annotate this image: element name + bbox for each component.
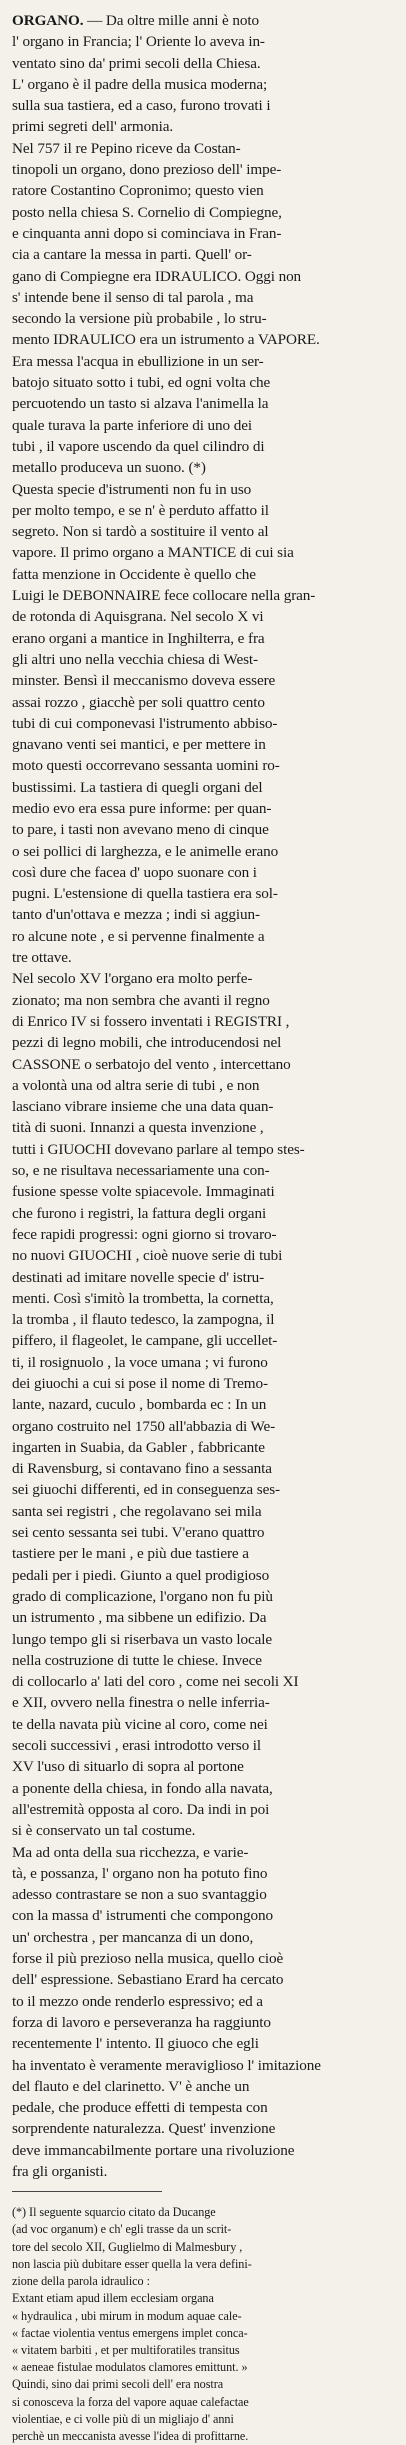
footnote-line: « aeneae fistulae modulatos clamores emittunt. » bbox=[12, 2360, 248, 2375]
footnote-line: « hydraulica , ubi mirum in modum aquae cale- bbox=[12, 2308, 242, 2323]
text-line: tanto d'un'ottava e mezza ; indi si aggiun- bbox=[12, 906, 260, 924]
text-line: metallo produceva un suono. (*) bbox=[12, 459, 206, 477]
text-line: percuotendo un tasto si alzava l'animella la bbox=[12, 395, 269, 413]
text-line: nella costruzione di tutte le chiese. Invece bbox=[12, 1651, 262, 1669]
text-line: ingarten in Suabia, da Gabler , fabbricante bbox=[12, 1438, 265, 1456]
text-line: tubi , il vapore uscendo da quel cilindro di bbox=[12, 437, 265, 455]
text-line: santa sei registri , che regolavano sei mila bbox=[12, 1502, 262, 1520]
entry-headword: ORGANO. bbox=[12, 12, 84, 29]
text-line: sorprendente naturalezza. Quest' invenzione bbox=[12, 2120, 276, 2138]
text-line: si è conservato un tal costume. bbox=[12, 1822, 196, 1840]
text-line: lante, nazard, cuculo , bombarda ec : In un bbox=[12, 1396, 267, 1414]
text-line: Era messa l'acqua in ebullizione in un ser- bbox=[12, 352, 264, 370]
text-line: tastiere per le mani , e più due tastiere a bbox=[12, 1545, 249, 1563]
footnote-line: non lascia più dubitare esser quella la vera defini- bbox=[12, 2256, 252, 2271]
text-line: medio evo era essa pure informe: per quan- bbox=[12, 799, 272, 817]
text-line: zionato; ma non sembra che avanti il regno bbox=[12, 991, 270, 1009]
text-line: deve immancabilmente portare una rivoluzione bbox=[12, 2141, 295, 2159]
text-line: tutti i GIUOCHI dovevano parlare al tempo stes- bbox=[12, 1140, 305, 1158]
text-line: Ma ad onta della sua ricchezza, e varie- bbox=[12, 1843, 249, 1861]
text-line: no nuovi GIUOCHI , cioè nuove serie di tubi bbox=[12, 1247, 283, 1265]
text-line: ORGANO. — Da oltre mille anni è noto bbox=[12, 12, 259, 29]
text-line: Nel secolo XV l'organo era molto perfe- bbox=[12, 970, 253, 988]
text-line: quale turava la parte inferiore di uno dei bbox=[12, 416, 252, 434]
text-line: organo costruito nel 1750 all'abbazia di We- bbox=[12, 1417, 276, 1435]
text-line: menti. Così s'imitò la trombetta, la cornetta, bbox=[12, 1289, 274, 1307]
text-line: dell' espressione. Sebastiano Erard ha cercato bbox=[12, 1971, 284, 1989]
footnote-line: Extant etiam apud illem ecclesiam organa bbox=[12, 2291, 214, 2306]
text-line: Questa specie d'istrumenti non fu in uso bbox=[12, 480, 252, 498]
text-line: Luigi le DEBONNAIRE fece collocare nella gran- bbox=[12, 587, 316, 605]
text-line: un istrumento , ma sibbene un edifizio. Da bbox=[12, 1609, 267, 1627]
text-line: tità di suoni. Innanzi a questa invenzione , bbox=[12, 1119, 264, 1137]
text-line: gano di Compiegne era IDRAULICO. Oggi non bbox=[12, 267, 302, 285]
footnote bbox=[12, 2204, 396, 2445]
text-line: e XII, ovvero nella finestra o nelle inferria- bbox=[12, 1694, 270, 1712]
text-line: tubi di cui componevasi l'istrumento abbiso- bbox=[12, 714, 278, 732]
text-line: ratore Costantino Copronimo; questo vien bbox=[12, 182, 264, 200]
text-line: recentemente l' intento. Il giuoco che egli bbox=[12, 2035, 259, 2053]
text-line: batojo situato sotto i tubi, ed ogni volta che bbox=[12, 374, 271, 392]
text-line: la tromba , il flauto tedesco, la zampogna, il bbox=[12, 1311, 275, 1329]
text-line: a ponente della chiesa, in fondo alla navata, bbox=[12, 1779, 273, 1797]
text-line: de rotonda di Aquisgrana. Nel secolo X vi bbox=[12, 608, 264, 626]
text-line: all'estremità opposta al coro. Da indi in poi bbox=[12, 1800, 270, 1818]
text-line: fatta menzione in Occidente è quello che bbox=[12, 565, 256, 583]
text-line: così dure che facea d' uopo suonare con i bbox=[12, 863, 257, 881]
text-line: con la massa d' istrumenti che compongono bbox=[12, 1907, 273, 1925]
text-line: vapore. Il primo organo a MANTICE di cui sia bbox=[12, 544, 294, 562]
footnote-line: violentiae, e ci volle più di un migliajo d' anni bbox=[12, 2411, 234, 2426]
text-line: a volontà una od altra serie di tubi , e non bbox=[12, 1076, 260, 1094]
footnote-line: (*) Il seguente squarcio citato da Ducange bbox=[12, 2205, 216, 2220]
footnote-line: tore del secolo XII, Guglielmo di Malmesbury , bbox=[12, 2239, 243, 2254]
text-line: te della navata più vicine al coro, come nei bbox=[12, 1715, 268, 1733]
text-line: secoli successivi , erasi introdotto verso il bbox=[12, 1737, 261, 1755]
footnote-line: « vitatem barbiti , et per multiforatiles transitus bbox=[12, 2342, 240, 2357]
text-line: erano organi a mantice in Inghilterra, e fra bbox=[12, 629, 265, 647]
text-line: CASSONE o serbatojo del vento , intercettano bbox=[12, 1055, 291, 1073]
text-line: ha inventato è veramente meraviglioso l' imitazione bbox=[12, 2056, 321, 2074]
text-line: dei giuochi a cui si pose il nome di Tremo- bbox=[12, 1375, 268, 1392]
text-line: to il mezzo onde renderlo espressivo; ed a bbox=[12, 1992, 263, 2010]
text-line: sei giuochi differenti, ed in conseguenza ses- bbox=[12, 1481, 280, 1499]
text-line: primi segreti dell' armonia. bbox=[12, 118, 174, 136]
footnote-line: Quindi, sino dai primi secoli dell' era nostra bbox=[12, 2377, 224, 2392]
text-line: ti, il rosignuolo , la voce umana ; vi furono bbox=[12, 1353, 268, 1371]
text-line: L' organo è il padre della musica moderna; bbox=[12, 75, 268, 93]
text-line: mento IDRAULICO era un istrumento a VAPORE. bbox=[12, 331, 320, 349]
text-line: Nel 757 il re Pepino riceve da Costan- bbox=[12, 139, 241, 157]
text-line: XV l'uso di situarlo di sopra al portone bbox=[12, 1758, 244, 1776]
text-line: fece rapidi progressi: ogni giorno si trovaro- bbox=[12, 1225, 277, 1243]
text-line: bustissimi. La tastiera di quegli organi del bbox=[12, 778, 263, 796]
text-line: minster. Bensì il meccanismo doveva essere bbox=[12, 672, 276, 690]
text-line: sei cento sessanta sei tubi. V'erano quattro bbox=[12, 1524, 265, 1542]
footnote-line: si conosceva la forza del vapore aquae calefactae bbox=[12, 2394, 249, 2409]
text-line: gli altri uno nella vecchia chiesa di West- bbox=[12, 650, 258, 668]
text-line: tre ottave. bbox=[12, 949, 72, 967]
text-line: cia a cantare la messa in parti. Quell' or- bbox=[12, 246, 252, 264]
text-line: s' intende bene il senso di tal parola , ma bbox=[12, 288, 254, 306]
text-line: che furono i registri, la fattura degli organi bbox=[12, 1204, 267, 1222]
article-body bbox=[12, 10, 396, 2182]
text-line: pedali per i piedi. Giunto a quel prodigioso bbox=[12, 1566, 270, 1584]
text-line: to pare, i tasti non avevano meno di cinque bbox=[12, 821, 269, 839]
text-line: sulla sua tastiera, ed a caso, furono trovati i bbox=[12, 97, 271, 115]
text-line: e cinquanta anni dopo si cominciava in Fran- bbox=[12, 224, 282, 242]
text-line: ventato sino da' primi secoli della Chiesa. bbox=[12, 54, 261, 72]
text-line: lungo tempo gli si riserbava un vasto locale bbox=[12, 1630, 273, 1648]
text-line: pedale, che produce effetti di tempesta con bbox=[12, 2099, 268, 2117]
text-line: forse il più prezioso nella musica, quello cioè bbox=[12, 1950, 284, 1968]
text-line: un' orchestra , per mancanza di un dono, bbox=[12, 1928, 254, 1946]
text-line: l' organo in Francia; l' Oriente lo aveva in- bbox=[12, 33, 265, 51]
footnote-line: (ad voc organum) e ch' egli trasse da un scrit- bbox=[12, 2222, 232, 2237]
text-line: di Ravensburg, si contavano fino a sessanta bbox=[12, 1460, 272, 1478]
text-line: destinati ad imitare novelle specie d' istru- bbox=[12, 1268, 265, 1286]
text-line: segreto. Non si tardò a sostituire il vento al bbox=[12, 523, 269, 541]
text-line: moto questi occorrevano sessanta uomini ro- bbox=[12, 757, 280, 775]
text-line: del flauto e del clarinetto. V' è anche un bbox=[12, 2077, 250, 2095]
text-line: per molto tempo, e se n' è perduto affatto il bbox=[12, 501, 269, 519]
text-line: tà, e possanza, l' organo non ha potuto fino bbox=[12, 1864, 268, 1882]
text-line: assai rozzo , giacchè per soli quattro cento bbox=[12, 693, 265, 711]
text-line: o sei pollici di larghezza, e le animelle erano bbox=[12, 842, 279, 860]
text-line: tinopoli un organo, dono prezioso dell' impe- bbox=[12, 161, 282, 179]
text-line: adesso contrastare se non a suo svantaggio bbox=[12, 1886, 267, 1904]
footnote-divider bbox=[12, 2191, 162, 2192]
text-line: fra gli organisti. bbox=[12, 2162, 108, 2180]
text-line: so, e ne risultava necessariamente una con- bbox=[12, 1162, 270, 1180]
text-line: piffero, il flageolet, le campane, gli uccellet- bbox=[12, 1332, 278, 1350]
text-line: fusione spesse volte spiacevole. Immaginati bbox=[12, 1183, 275, 1201]
text-line: gnavano venti sei mantici, e per mettere in bbox=[12, 736, 266, 754]
text-line: secondo la versione più probabile , lo stru- bbox=[12, 310, 267, 328]
footnote-line: perchè un meccanista avesse l'idea di profittarne. bbox=[12, 2428, 249, 2443]
footnote-line: « factae violentia ventus emergens implet conca- bbox=[12, 2325, 248, 2340]
text-line: pugni. L'estensione di quella tastiera era sol- bbox=[12, 885, 278, 903]
text-line: posto nella chiesa S. Cornelio di Compiegne, bbox=[12, 203, 282, 221]
text-line: pezzi di legno mobili, che introducendosi nel bbox=[12, 1034, 282, 1052]
text-line: di Enrico IV si fossero inventati i REGISTRI , bbox=[12, 1012, 290, 1030]
text-line: di collocarlo a' lati del coro , come nei secoli XI bbox=[12, 1673, 299, 1691]
text-line: ro alcune note , e si pervenne finalmente a bbox=[12, 927, 265, 945]
footnote-line: zione della parola idraulico : bbox=[12, 2274, 150, 2289]
text-line: grado di complicazione, l'organo non fu più bbox=[12, 1587, 273, 1605]
text-line: lasciano vibrare insieme che una data quan- bbox=[12, 1098, 274, 1116]
text-line: forza di lavoro e perseveranza ha raggiunto bbox=[12, 2013, 271, 2031]
